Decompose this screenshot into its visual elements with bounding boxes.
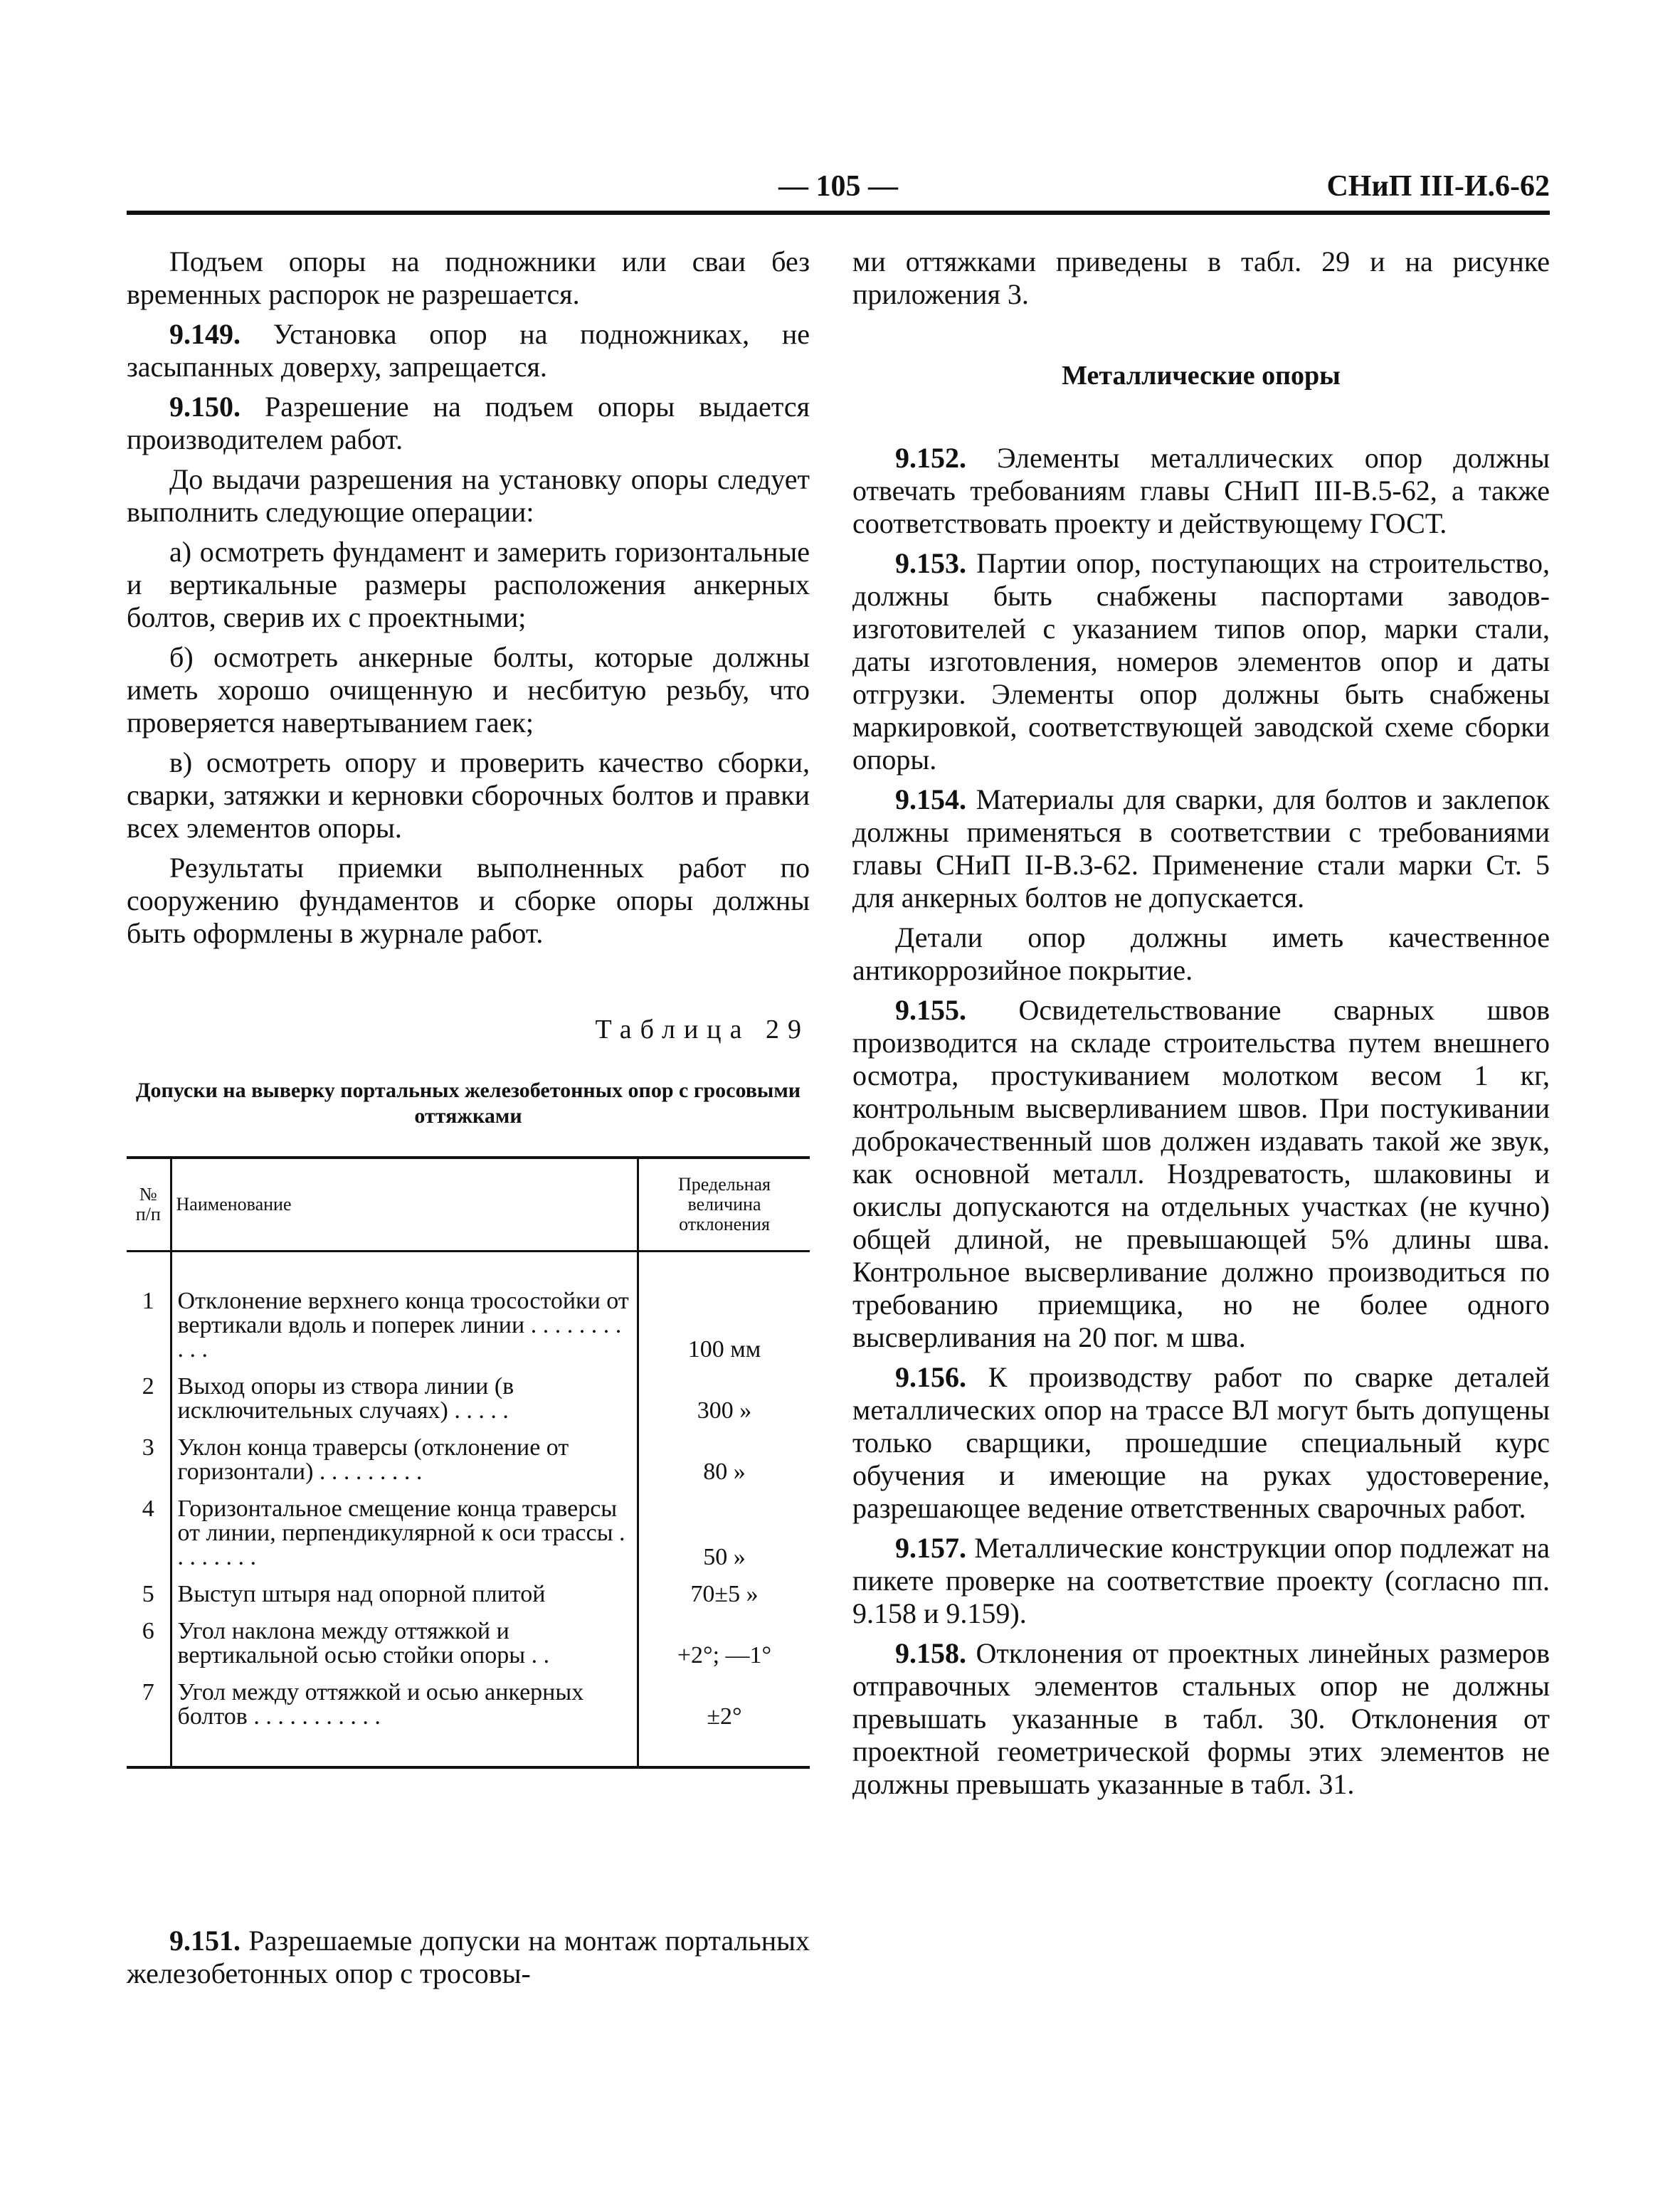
header-value: Предельная величина отклонения: [638, 1158, 810, 1252]
paragraph-continuation: ми оттяжками приведены в табл. 29 и на рисунке приложения 3.: [852, 245, 1550, 310]
row-name: Угол наклона между оттяжкой и вертикальной осью стойки опоры . .: [171, 1612, 638, 1673]
table-row: [127, 1252, 810, 1368]
row-value: 50 »: [703, 1544, 746, 1570]
row-num: 6: [127, 1612, 171, 1673]
paragraph-9-150: 9.150. Разрешение на подъем опоры выдается производителем работ.: [127, 391, 810, 455]
table-row: [127, 1673, 810, 1767]
table-row: [127, 1367, 810, 1429]
paragraph-9-151: 9.151. Разрешаемые допуски на монтаж портальных железобетонных опор с тросовы-: [127, 1925, 810, 1989]
paragraph-9-156: 9.156. К производству работ по сварке деталей металлических опор на трассе ВЛ могут быть допущены только сварщики, прошедшие специальный курс обучения и имеющие на руках удостоверение, разрешающее ведение ответственных сварочных работ.: [852, 1361, 1550, 1524]
page-number: — 105 —: [778, 170, 898, 203]
header-num: № п/п: [127, 1158, 171, 1252]
table-header-row: [127, 1158, 810, 1252]
row-value: 70±5 »: [690, 1581, 759, 1607]
paragraph-9-157: 9.157. Металлические конструкции опор подлежат на пикете проверке на соответствие проекту (согласно пп. 9.158 и 9.159).: [852, 1532, 1550, 1629]
paragraph-9-151-block: [127, 1925, 810, 1990]
list-item-v: в) осмотреть опору и проверить качество сборки, сварки, затяжки и керновки сборочных болтов и правки всех элементов опоры.: [127, 746, 810, 844]
table-row: [127, 1575, 810, 1612]
header-name: Наименование: [171, 1158, 638, 1252]
row-value: 300 »: [697, 1397, 752, 1424]
row-num: 7: [127, 1673, 171, 1767]
table-row: [127, 1429, 810, 1490]
row-value: ±2°: [638, 1673, 810, 1767]
row-name: Отклонение верхнего конца тросостойки от вертикали вдоль и поперек линии . . . . . . . . . . .: [171, 1252, 638, 1368]
row-value: 100 мм: [687, 1336, 761, 1363]
document-code: СНиП III-И.6-62: [1326, 170, 1550, 203]
table-row: [127, 1612, 810, 1673]
table-caption: Таблица 29: [595, 1015, 810, 1044]
paragraph-9-149: 9.149. Установка опор на подножниках, не засыпанных доверху, запрещается.: [127, 318, 810, 383]
table-title: Допуски на выверку портальных железобетонных опор с гросовыми оттяжками: [135, 1079, 801, 1128]
paragraph: Результаты приемки выполненных работ по сооружению фундаментов и сборке опоры должны быть оформлены в журнале работ.: [127, 852, 810, 949]
header-rule: [127, 211, 1550, 215]
row-num: 2: [127, 1367, 171, 1429]
row-num: 3: [127, 1429, 171, 1490]
row-value: +2°; —1°: [677, 1642, 772, 1668]
paragraph-9-152: 9.152. Элементы металлических опор должны отвечать требованиям главы СНиП III-В.5-62, а также соответствовать проекту и действующему ГОСТ.: [852, 442, 1550, 539]
paragraph: До выдачи разрешения на установку опоры следует выполнить следующие операции:: [127, 463, 810, 528]
row-value: 80 »: [703, 1459, 746, 1485]
row-name: Выступ штыря над опорной плитой: [171, 1575, 638, 1612]
paragraph: Детали опор должны иметь качественное антикоррозийное покрытие.: [852, 921, 1550, 986]
paragraph-9-153: 9.153. Партии опор, поступающих на строительство, должны быть снабжены паспортами заводов-изготовителей с указанием типов опор, марки стали, даты изготовления, номеров элементов опор и даты отгрузки. Элементы опор должны быть снабжены маркировкой, соответствующей заводской схеме сборки опоры.: [852, 547, 1550, 776]
paragraph-9-154: 9.154. Материалы для сварки, для болтов и заклепок должны применяться в соответствии с требованиями главы СНиП II-В.3-62. Применение стали марки Ст. 5 для анкерных болтов не допускается.: [852, 783, 1550, 914]
right-column: [852, 245, 1550, 1808]
list-item-b: б) осмотреть анкерные болты, которые должны иметь хорошо очищенную и несбитую резьбу, что проверяется навертыванием гаек;: [127, 641, 810, 739]
page-header: [127, 165, 1550, 213]
section-heading: Металлические опоры: [1062, 361, 1341, 391]
table-row: [127, 1490, 810, 1575]
tolerance-table: [127, 1156, 810, 1769]
left-column: [127, 245, 810, 957]
row-num: 4: [127, 1490, 171, 1575]
row-name: Уклон конца траверсы (отклонение от горизонтали) . . . . . . . . .: [171, 1429, 638, 1490]
row-num: 5: [127, 1575, 171, 1612]
row-name: Угол между оттяжкой и осью анкерных болтов . . . . . . . . . . .: [171, 1673, 638, 1767]
paragraph-9-155: 9.155. Освидетельствование сварных швов производится на складе строительства путем внешнего осмотра, простукиванием молотком весом 1 кг, контрольным высверливанием швов. При постукивании доброкачественный шов должен издавать такой же звук, как основной металл. Ноздреватость, шлаковины и окислы допускаются на отдельных участках (не кучно) общей длиной, не превышающей 5% длины шва. Контрольное высверливание должно производиться по требованию приемщика, но не более одного высверливания на 20 пог. м шва.: [852, 994, 1550, 1353]
list-item-a: а) осмотреть фундамент и замерить горизонтальные и вертикальные размеры расположения анкерных болтов, сверив их с проектными;: [127, 536, 810, 633]
row-num: 1: [127, 1252, 171, 1368]
paragraph: Подъем опоры на подножники или сваи без временных распорок не разрешается.: [127, 245, 810, 310]
row-name: Выход опоры из створа линии (в исключительных случаях) . . . . .: [171, 1367, 638, 1429]
paragraph-9-158: 9.158. Отклонения от проектных линейных размеров отправочных элементов стальных опор не должны превышать указанные в табл. 30. Отклонения от проектной геометрической формы этих элементов не должны превышать указанные в табл. 31.: [852, 1637, 1550, 1800]
row-name: Горизонтальное смещение конца траверсы от линии, перпендикулярной к оси трассы . . . . . . . .: [171, 1490, 638, 1575]
